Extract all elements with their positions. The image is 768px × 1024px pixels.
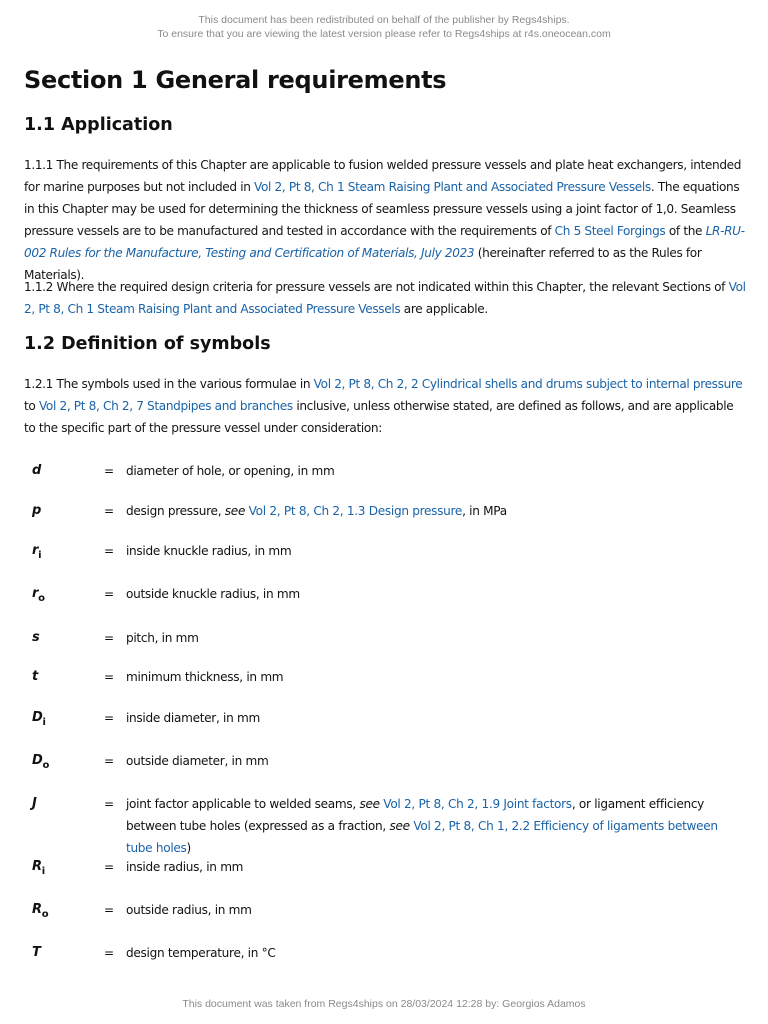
symbol	[32, 942, 41, 964]
symbol	[32, 500, 41, 522]
symbol	[32, 540, 41, 567]
symbol-letter: D	[32, 710, 43, 725]
definition-text: , or ligament efficiency between tube holes (expressed as a fraction,	[126, 797, 705, 833]
link-text: LR-RU-002 Rules for the Manufacture, Testing and Certification of Materials, July 2023	[24, 224, 745, 260]
symbol	[32, 793, 37, 815]
paragraph-1-1-1	[24, 154, 746, 286]
symbol	[32, 856, 45, 883]
see-text: see	[224, 504, 246, 518]
symbol	[32, 899, 48, 926]
equals-sign: =	[104, 754, 114, 768]
equals-sign: =	[104, 631, 114, 645]
paragraph-text: inclusive, unless otherwise stated, are defined as follows, and are applicable to the specific part of the pressure vessel under consideration:	[24, 399, 734, 435]
paragraph-1-2-1	[24, 373, 746, 439]
symbol-letter: s	[32, 630, 40, 645]
retrieval-footer: This document was taken from Regs4ships on 28/03/2024 12:28 by: Georgios Adamos	[182, 998, 586, 1010]
section-title: Section 1 General requirements	[24, 66, 447, 94]
see-text: see	[359, 797, 380, 811]
symbol-letter: D	[32, 753, 43, 768]
symbol-letter: J	[32, 796, 37, 811]
symbol	[32, 707, 46, 734]
symbol	[32, 627, 39, 649]
symbol-definition: outside radius, in mm	[126, 903, 252, 917]
symbol-subscript: o	[41, 909, 49, 920]
equals-sign: =	[104, 670, 114, 684]
symbol-letter: t	[32, 669, 38, 684]
symbol	[32, 460, 41, 482]
symbol-definition: inside diameter, in mm	[126, 711, 260, 725]
symbol-letter: d	[32, 463, 42, 478]
symbol-letter: p	[32, 503, 42, 518]
equals-sign: =	[104, 504, 114, 518]
paragraph-text: (hereinafter referred to as the Rules for Materials).	[24, 246, 702, 282]
symbol-subscript: i	[42, 717, 46, 728]
paragraph-text: are applicable.	[400, 302, 488, 316]
symbol	[32, 750, 49, 777]
see-text: see	[389, 819, 410, 833]
redistribution-notice: This document has been redistributed on behalf of the publisher by Regs4ships.	[198, 14, 570, 26]
equals-sign: =	[104, 544, 114, 558]
definition-text: )	[186, 841, 191, 855]
symbol-definition	[126, 793, 746, 859]
symbol	[32, 583, 45, 610]
equals-sign: =	[104, 860, 114, 874]
symbol-letter: r	[32, 586, 39, 601]
subsection-heading-symbols: 1.2 Definition of symbols	[24, 334, 271, 354]
symbol-definition: inside radius, in mm	[126, 860, 244, 874]
link-vol2-pt8-ch1[interactable]: Vol 2, Pt 8, Ch 1 Steam Raising Plant and Associated Pressure Vessels	[254, 180, 651, 194]
subsection-heading-application: 1.1 Application	[24, 115, 173, 135]
symbol-subscript: o	[42, 760, 50, 771]
equals-sign: =	[104, 711, 114, 725]
symbol-subscript: i	[41, 866, 45, 877]
link-design-pressure[interactable]: Vol 2, Pt 8, Ch 2, 1.3 Design pressure	[248, 504, 463, 518]
equals-sign: =	[104, 903, 114, 917]
symbol-definition: minimum thickness, in mm	[126, 670, 284, 684]
symbol-definition: outside knuckle radius, in mm	[126, 587, 300, 601]
paragraph-1-1-2	[24, 276, 746, 320]
symbol-definition: diameter of hole, or opening, in mm	[126, 464, 335, 478]
symbol-subscript: i	[38, 550, 42, 561]
symbol-definition: design temperature, in °C	[126, 946, 276, 960]
definition-text: , in MPa	[462, 504, 507, 518]
paragraph-text: of the	[665, 224, 706, 238]
definition-text: design pressure,	[126, 504, 225, 518]
symbol-letter: R	[32, 859, 42, 874]
link-joint-factors[interactable]: Vol 2, Pt 8, Ch 2, 1.9 Joint factors	[383, 797, 572, 811]
paragraph-text: 1.1.1 The requirements of this Chapter are applicable to fusion welded pressure vessels and plate heat exchangers, intended for marine purposes but not included in	[24, 158, 742, 194]
paragraph-text: 1.1.2 Where the required design criteria for pressure vessels are not indicated within this Chapter, the relevant Sections of	[24, 280, 729, 294]
paragraph-text: to	[24, 399, 39, 413]
equals-sign: =	[104, 797, 114, 811]
equals-sign: =	[104, 464, 114, 478]
link-vol2-pt8-ch1[interactable]: Vol 2, Pt 8, Ch 1 Steam Raising Plant and Associated Pressure Vessels	[24, 280, 746, 316]
link-cylindrical-shells[interactable]: Vol 2, Pt 8, Ch 2, 2 Cylindrical shells and drums subject to internal pressure	[313, 377, 743, 391]
link-standpipes-branches[interactable]: Vol 2, Pt 8, Ch 2, 7 Standpipes and branches	[38, 399, 293, 413]
paragraph-text: 1.2.1 The symbols used in the various formulae in	[24, 377, 314, 391]
paragraph-text: . The equations in this Chapter may be used for determining the thickness of seamless pressure vessels using a joint factor of 1,0. Seamless pressure vessels are to be manufactured and tested in accordance with the requirements of	[24, 180, 740, 238]
symbol-subscript: o	[38, 593, 45, 604]
equals-sign: =	[104, 946, 114, 960]
definition-text: joint factor applicable to welded seams,	[126, 797, 360, 811]
symbol-letter: R	[32, 902, 42, 917]
symbol	[32, 666, 38, 688]
symbol-letter: r	[32, 543, 39, 558]
link-efficiency-of-ligaments[interactable]: Vol 2, Pt 8, Ch 1, 2.2 Efficiency of ligaments between tube holes	[126, 819, 718, 855]
link-ch5-steel-forgings[interactable]: Ch 5 Steel Forgings	[554, 224, 666, 238]
symbol-definition	[126, 500, 746, 522]
symbol-letter: T	[32, 945, 41, 960]
symbol-definition: pitch, in mm	[126, 631, 199, 645]
symbol-definition: outside diameter, in mm	[126, 754, 269, 768]
version-notice: To ensure that you are viewing the latest version please refer to Regs4ships at r4s.oneocean.com	[157, 28, 611, 40]
symbol-definition: inside knuckle radius, in mm	[126, 544, 292, 558]
equals-sign: =	[104, 587, 114, 601]
